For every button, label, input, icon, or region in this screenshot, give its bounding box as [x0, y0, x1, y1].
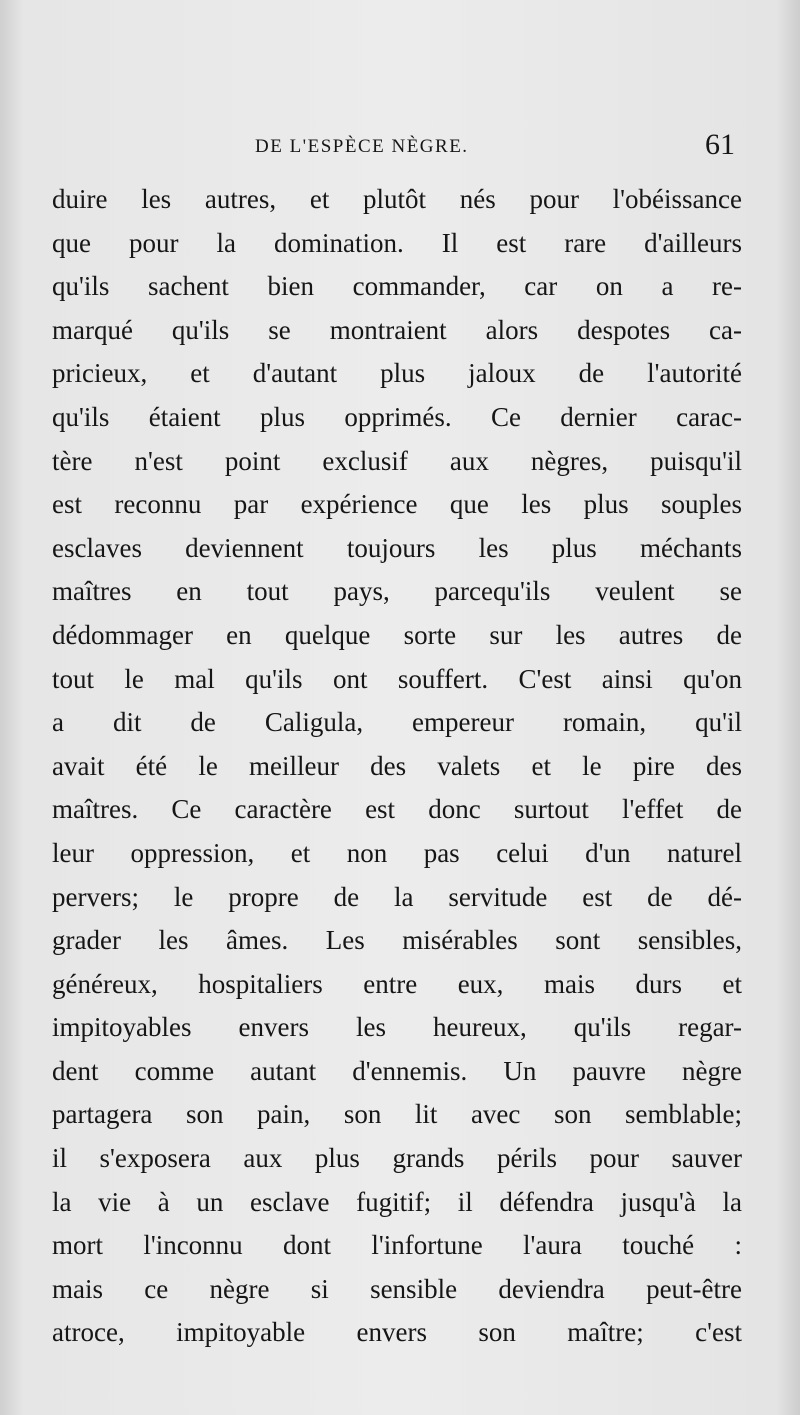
text-line: atroce, impitoyable envers son maître; c'est [52, 1317, 742, 1348]
text-line: mais ce nègre si sensible deviendra peut-être [52, 1273, 742, 1304]
text-line: généreux, hospitaliers entre eux, mais durs et [52, 968, 742, 999]
text-line: mort l'inconnu dont l'infortune l'aura touché : [52, 1230, 742, 1261]
text-line: a dit de Caligula, empereur romain, qu'il [52, 707, 742, 738]
text-line: maîtres. Ce caractère est donc surtout l'effet de [52, 794, 742, 825]
text-line: duire les autres, et plutôt nés pour l'obéissance [52, 184, 742, 214]
text-line: marqué qu'ils se montraient alors despotes ca- [52, 314, 742, 345]
text-line: tout le mal qu'ils ont souffert. C'est ainsi qu'on [52, 663, 742, 694]
text-line: partagera son pain, son lit avec son semblable; [52, 1099, 742, 1130]
body-text [52, 178, 742, 1355]
text-line: maîtres en tout pays, parcequ'ils veulent se [52, 576, 742, 607]
page-number: 61 [705, 128, 735, 161]
text-line: dédommager en quelque sorte sur les autres de [52, 619, 742, 650]
text-line: esclaves deviennent toujours les plus méchants [52, 532, 742, 563]
text-line: qu'ils sachent bien commander, car on a re- [52, 271, 742, 302]
text-line: qu'ils étaient plus opprimés. Ce dernier carac- [52, 401, 742, 432]
page-header [55, 128, 735, 172]
text-line: tère n'est point exclusif aux nègres, puisqu'il [52, 445, 742, 476]
text-line: il s'exposera aux plus grands périls pour sauver [52, 1143, 742, 1174]
text-line: dent comme autant d'ennemis. Un pauvre nègre [52, 1055, 742, 1086]
text-line: la vie à un esclave fugitif; il défendra jusqu'à la [52, 1186, 742, 1217]
text-line: impitoyables envers les heureux, qu'ils regar- [52, 1012, 742, 1043]
text-line: est reconnu par expérience que les plus souples [52, 489, 742, 520]
text-line: avait été le meilleur des valets et le pire des [52, 750, 742, 781]
text-line: leur oppression, et non pas celui d'un naturel [52, 837, 742, 868]
text-line: grader les âmes. Les misérables sont sensibles, [52, 925, 742, 956]
text-line: pervers; le propre de la servitude est de dé- [52, 881, 742, 912]
running-title: DE L'ESPÈCE NÈGRE. [255, 136, 469, 157]
text-line: pricieux, et d'autant plus jaloux de l'autorité [52, 358, 742, 389]
text-line: que pour la domination. Il est rare d'ailleurs [52, 227, 742, 258]
